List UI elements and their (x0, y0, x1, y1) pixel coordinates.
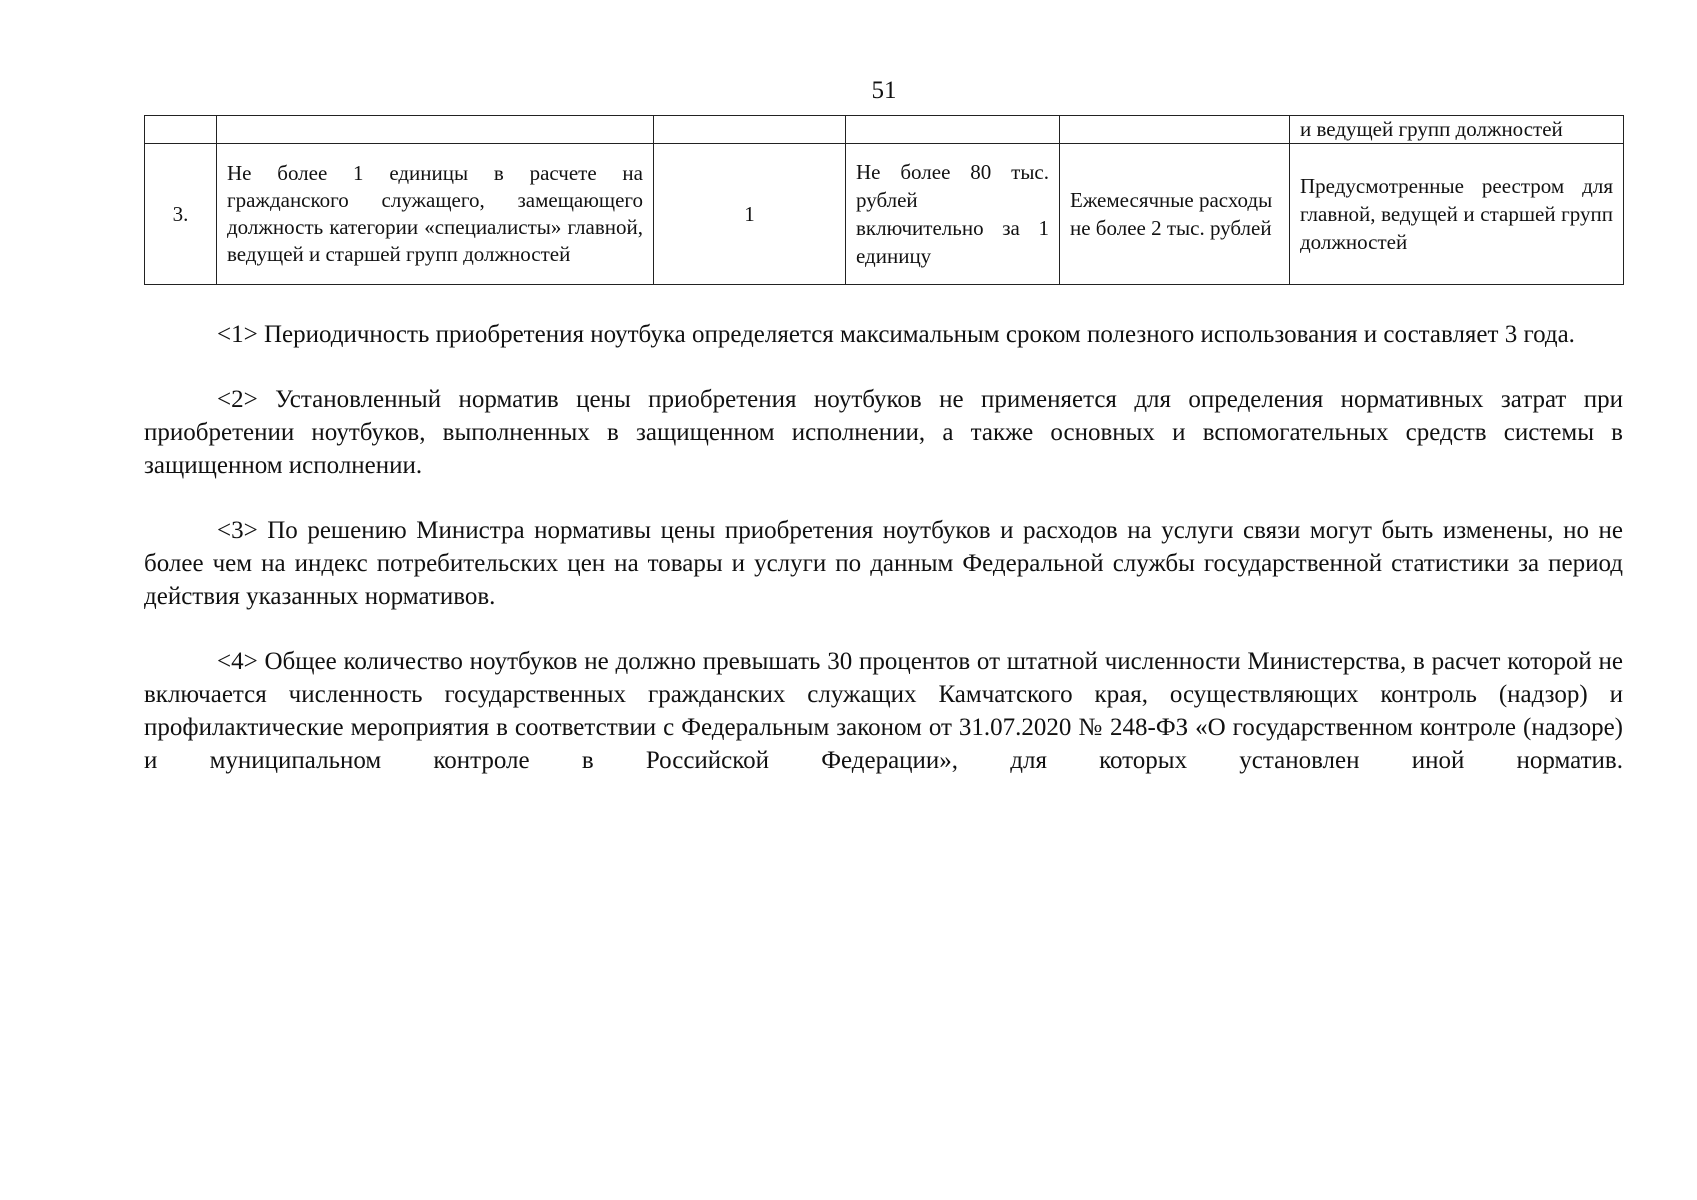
table-cell (1060, 116, 1290, 144)
table-cell (217, 116, 654, 144)
table-cell (145, 116, 217, 144)
footnote-3: <3> По решению Министра нормативы цены приобретения ноутбуков и расходов на услуги связи могут быть изменены, но не более чем на индекс потребительских цен на товары и услуги по данным Федеральной службы государственной статистики за период действия указанных нормативов. (144, 517, 1623, 610)
positions-cell: Предусмотренные реестром для главной, ведущей и старшей групп должностей (1290, 144, 1624, 285)
page-number: 51 (871, 77, 897, 104)
table-cell (654, 116, 846, 144)
row-number: 3. (145, 144, 217, 285)
continuation-cell: и ведущей групп должностей (1290, 116, 1624, 144)
table-cell (846, 116, 1060, 144)
table-row (145, 144, 1624, 285)
price-cell: Не более 80 тыс. рублей включительно за 1 единицу (846, 144, 1060, 285)
table-row-continuation (145, 116, 1624, 144)
footnote-4: <4> Общее количество ноутбуков не должно превышать 30 процентов от штатной численности Министерства, в расчет которой не включается численность государственных гражданских служащих Камчатского края, осуществляющих контроль (надзор) и профилактические мероприятия в соответствии с Федеральным законом от 31.07.2020 № 248-ФЗ «О государственном контроле (надзоре) и муниципальном контроле в Российской Федерации», для которых установлен иной норматив. (144, 648, 1623, 774)
quantity-cell: 1 (654, 144, 846, 285)
footnotes (144, 318, 1623, 809)
footnote-2: <2> Установленный норматив цены приобретения ноутбуков не применяется для определения нормативных затрат при приобретении ноутбуков, выполненных в защищенном исполнении, а также основных и вспомогательных средств системы в защищенном исполнении. (144, 386, 1623, 479)
position-norm-cell: Не более 1 единицы в расчете на гражданского служащего, замещающего должность категории «специалисты» главной, ведущей и старшей групп должностей (217, 144, 654, 285)
norms-table (144, 115, 1624, 285)
expenses-cell: Ежемесячные расходы не более 2 тыс. рублей (1060, 144, 1290, 285)
footnote-1: <1> Периодичность приобретения ноутбука определяется максимальным сроком полезного использования и составляет 3 года. (217, 321, 1575, 348)
